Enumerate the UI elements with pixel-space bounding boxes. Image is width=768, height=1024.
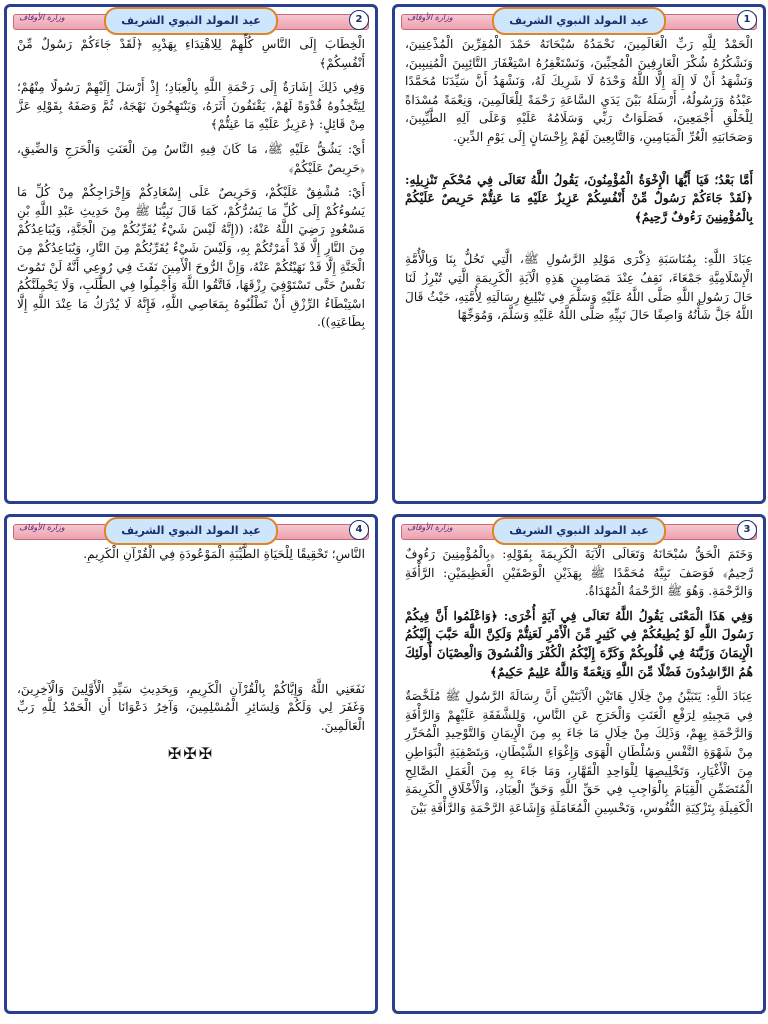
ministry-label: وزارة الأوقاف [407,523,453,532]
paragraph: وَفِي ذَلِكَ إِشَارَةٌ إِلَى رَحْمَةِ اللَّهِ بِالْعِبَادِ؛ إِذْ أَرْسَلَ إِلَيْهِمْ رَسُولًا مِنْهُمْ؛ لِيَتَّخِذُوهُ قُدْوَةً لَهُمْ، يَقْتَفُونَ أَثَرَهُ، وَيَنْتَهِجُونَ نَهْجَهُ، ثُمَّ وَصَفَهُ بِقَوْلِهِ عَزَّ مِنْ قَائِلٍ: ﴿عَزِيزٌ عَلَيْهِ مَا عَنِتُّمْ﴾ [17,80,365,132]
paragraph: نَفَعَنِي اللَّهُ وَإِيَّاكُمْ بِالْقُرْآنِ الْكَرِيمِ، وَبِحَدِيثِ سَيِّدِ الْأَوَّلِينَ وَالْآخِرِينَ، وَغَفَرَ لِي وَلَكُمْ وَلِسَائِرِ الْمُسْلِمِينَ، وَآخِرُ دَعْوَانَا أَنِ الْحَمْدُ لِلَّهِ رَبِّ الْعَالَمِينَ. [17,681,365,733]
page-body [17,35,365,497]
page-title: عيد المولد النبوي الشريف [492,517,666,545]
ministry-label: وزارة الأوقاف [19,13,65,22]
paragraph: أَيْ: مُشْفِقٌ عَلَيْكُمْ، وَحَرِيصٌ عَلَى إِسْعَادِكُمْ وَإِخْرَاجِكُمْ مِنْ كُلِّ مَا يَسُوءُكُمْ إِلَى كُلِّ مَا يَسُرُّكُمْ، كَمَا قَالَ نَبِيُّنَا ﷺ مِنْ حَدِيثِ عَبْدِ اللَّهِ بْنِ مَسْعُودٍ رَضِيَ اللَّهُ عَنْهُ: ((إِنَّهُ لَيْسَ شَيْءٌ يُقَرِّبُكُمْ مِنَ الْجَنَّةِ، وَيُبَاعِدُكُمْ مِنَ النَّارِ إِلَّا قَدْ أَمَرْتُكُمْ بِهِ، وَلَيْسَ شَيْءٌ يُقَرِّبُكُمْ مِنَ النَّارِ، وَيُبَاعِدُكُمْ مِنَ الْجَنَّةِ إِلَّا قَدْ نَهَيْتُكُمْ عَنْهُ، وَإِنَّ الرُّوحَ الْأَمِينَ نَفَثَ فِي رُوعِي أَنَّهُ لَنْ تَمُوتَ نَفْسٌ حَتَّى تَسْتَوْفِيَ رِزْقَهَا، فَاتَّقُوا اللَّهَ وَأَجْمِلُوا فِي الطَّلَبِ، وَلَا يَحْمِلَنَّكُمُ اسْتِبْطَاءُ الرِّزْقِ أَنْ تَطْلُبُوهُ بِمَعَاصِي اللَّهِ، فَإِنَّهُ لَا يُدْرَكُ مَا عِنْدَ اللَّهِ إِلَّا بِطَاعَتِهِ)). [17,185,365,330]
paragraph: وَفِي هَذَا الْمَعْنَى يَقُولُ اللَّهُ تَعَالَى فِي آيَةٍ أُخْرَى: ﴿وَاعْلَمُوا أَنَّ فِيكُمْ رَسُولَ اللَّهِ لَوْ يُطِيعُكُمْ فِي كَثِيرٍ مِّنَ الْأَمْرِ لَعَنِتُّمْ وَلَكِنَّ اللَّهَ حَبَّبَ إِلَيْكُمُ الْإِيمَانَ وَزَيَّنَهُ فِي قُلُوبِكُمْ وَكَرَّهَ إِلَيْكُمُ الْكُفْرَ وَالْفُسُوقَ وَالْعِصْيَانَ أُولَئِكَ هُمُ الرَّاشِدُونَ فَضْلًا مِّنَ اللَّهِ وَنِعْمَةً وَاللَّهُ عَلِيمٌ حَكِيمٌ﴾ [405,608,753,679]
paragraph: الْخِطَابَ إِلَى النَّاسِ كُلِّهِمْ لِلِاهْتِدَاءِ بِهَدْيِهِ ﴿لَقَدْ جَاءَكُمْ رَسُولٌ مِّنْ أَنْفُسِكُمْ﴾ [17,37,365,70]
paragraph: عِبَادَ اللَّهِ: بِمُنَاسَبَةِ ذِكْرَى مَوْلِدِ الرَّسُولِ ﷺ، الَّتِي تَحُلُّ بِنَا وَبِالْأُمَّةِ الْإِسْلَامِيَّةِ جَمْعَاءَ، نَقِفُ عِنْدَ مَضَامِينِ هَذِهِ الْآيَةِ الْكَرِيمَةِ الَّتِي تُبْرِزُ لَنَا حَالَ رَسُولِ اللَّهِ صَلَّى اللَّهُ عَلَيْهِ وَسَلَّمَ فِي تَبْلِيغِ رِسَالَتِهِ لِأُمَّتِهِ، حَيْثُ قَالَ اللَّهُ جَلَّ شَأْنُهُ وَاصِفًا حَالَ نَبِيِّهِ صَلَّى اللَّهُ عَلَيْهِ وَسَلَّمَ، وَمُوَجِّهًا [405,252,753,323]
paragraph: أَمَّا بَعْدُ؛ فَيَا أَيُّهَا الْإِخْوَةُ الْمُؤْمِنُونَ، يَقُولُ اللَّهُ تَعَالَى فِي مُحْكَمِ تَنْزِيلِهِ: ﴿لَقَدْ جَاءَكُمْ رَسُولٌ مِّنْ أَنْفُسِكُمْ عَزِيزٌ عَلَيْهِ مَا عَنِتُّمْ حَرِيصٌ عَلَيْكُمْ بِالْمُؤْمِنِينَ رَءُوفٌ رَّحِيمٌ﴾ [405,172,753,224]
page-3 [392,514,766,1014]
page-2 [4,4,378,504]
page-body [17,545,365,1007]
page-number: 3 [737,520,757,540]
page-title: عيد المولد النبوي الشريف [492,7,666,35]
paragraph: وَخَتَمَ الْحَقُّ سُبْحَانَهُ وَتَعَالَى الْآيَةَ الْكَرِيمَةَ بِقَوْلِهِ: ﴿بِالْمُؤْمِنِينَ رَءُوفٌ رَّحِيمٌ﴾ فَوَصَفَ نَبِيَّهُ مُحَمَّدًا ﷺ بِهَذَيْنِ الْوَصْفَيْنِ الْعَظِيمَيْنِ: الرَّأْفَةِ وَالرَّحْمَةِ. وَهُوَ ﷺ الرَّحْمَةُ الْمُهْدَاةُ. [405,547,753,599]
page-header [7,517,375,547]
paragraph: عِبَادَ اللَّهِ: يَتَبَيَّنُ مِنْ خِلَالِ هَاتَيْنِ الْآيَتَيْنِ أَنَّ رِسَالَةَ الرَّسُولِ ﷺ مُلَخَّصَةٌ فِي مَجِيئِهِ لِرَفْعِ الْعَنَتِ وَالْحَرَجِ عَنِ النَّاسِ، وَلِلشَّفَقَةِ عَلَيْهِمْ وَالرَّأْفَةِ وَالرَّحْمَةِ بِهِمْ، وَذَلِكَ مِنْ خِلَالِ مَا جَاءَ بِهِ مِنَ الْإِيمَانِ وَالتَّوْحِيدِ الْمُحَرِّرِ مِنْ شَهْوَةِ النَّفْسِ وَسُلْطَانِ الْهَوَى وَإِغْوَاءِ الشَّيْطَانِ، وَبِتَصْفِيَةِ الْبَوَاطِنِ مِنَ الْأَغْيَارِ، وَتَخْلِيصِهَا لِلْوَاحِدِ الْقَهَّارِ، وَمَا جَاءَ بِهِ مِنَ الْعَمَلِ الصَّالِحِ الْمُتَضَمِّنِ الْقِيَامَ بِالْوَاجِبِ فِي حَقِّ اللَّهِ وَحَقِّ الْعِبَادِ، وَالْأَخْلَاقِ الْكَرِيمَةِ الْكَفِيلَةِ بِتَزْكِيَةِ النُّفُوسِ، وَتَحْسِينِ الْمُعَامَلَةِ وَإِشَاعَةِ الرَّحْمَةِ وَالرَّأْفَةِ بَيْنَ [405,689,753,815]
paragraph: الْحَمْدُ لِلَّهِ رَبِّ الْعَالَمِينَ، نَحْمَدُهُ سُبْحَانَهُ حَمْدَ الْمُقِرِّينَ الْمُذْعِنِينَ، وَنَشْكُرُهُ شُكْرَ الْعَارِفِينَ الْمُحِبِّينَ، وَنَسْتَغْفِرُهُ اسْتِغْفَارَ التَّائِبِينَ الْمُنِيبِينَ، وَنَشْهَدُ أَنْ لَا إِلَهَ إِلَّا اللَّهُ وَحْدَهُ لَا شَرِيكَ لَهُ، وَنَشْهَدُ أَنَّ سَيِّدَنَا مُحَمَّدًا عَبْدُهُ وَرَسُولُهُ، أَرْسَلَهُ بَيْنَ يَدَيِ السَّاعَةِ رَحْمَةً لِلْعَالَمِينَ، وَنِعْمَةً مُسْدَاةً لِلْخَلْقِ أَجْمَعِينَ، فَصَلَوَاتُ رَبِّي وَسَلَامُهُ عَلَيْهِ وَعَلَى آلِهِ الطَّيِّبِينَ، وَصَحَابَتِهِ الْغُرِّ الْمَيَامِينِ، وَالتَّابِعِينَ لَهُمْ بِإِحْسَانٍ إِلَى يَوْمِ الدِّينِ. [405,37,753,144]
page-header [395,517,763,547]
page-body [405,545,753,1007]
page-header [395,7,763,37]
page-title: عيد المولد النبوي الشريف [104,517,278,545]
page-number: 2 [349,10,369,30]
ministry-label: وزارة الأوقاف [407,13,453,22]
page-number: 4 [349,520,369,540]
page-number: 1 [737,10,757,30]
page-body [405,35,753,497]
paragraph: النَّاسِ؛ تَحْقِيقًا لِلْحَيَاةِ الطَّيِّبَةِ الْمَوْعُودَةِ فِي الْقُرْآنِ الْكَرِيمِ. [83,547,365,561]
page-header [7,7,375,37]
page-title: عيد المولد النبوي الشريف [104,7,278,35]
ministry-label: وزارة الأوقاف [19,523,65,532]
paragraph: أَيْ: يَشُقُّ عَلَيْهِ ﷺ، مَا كَانَ فِيهِ النَّاسُ مِنَ الْعَنَتِ وَالْحَرَجِ وَالضِّيقِ، ﴿حَرِيصٌ عَلَيْكُمْ﴾ [17,141,365,175]
page-4 [4,514,378,1014]
ornament: ✠✠✠ [167,744,215,764]
page-1 [392,4,766,504]
